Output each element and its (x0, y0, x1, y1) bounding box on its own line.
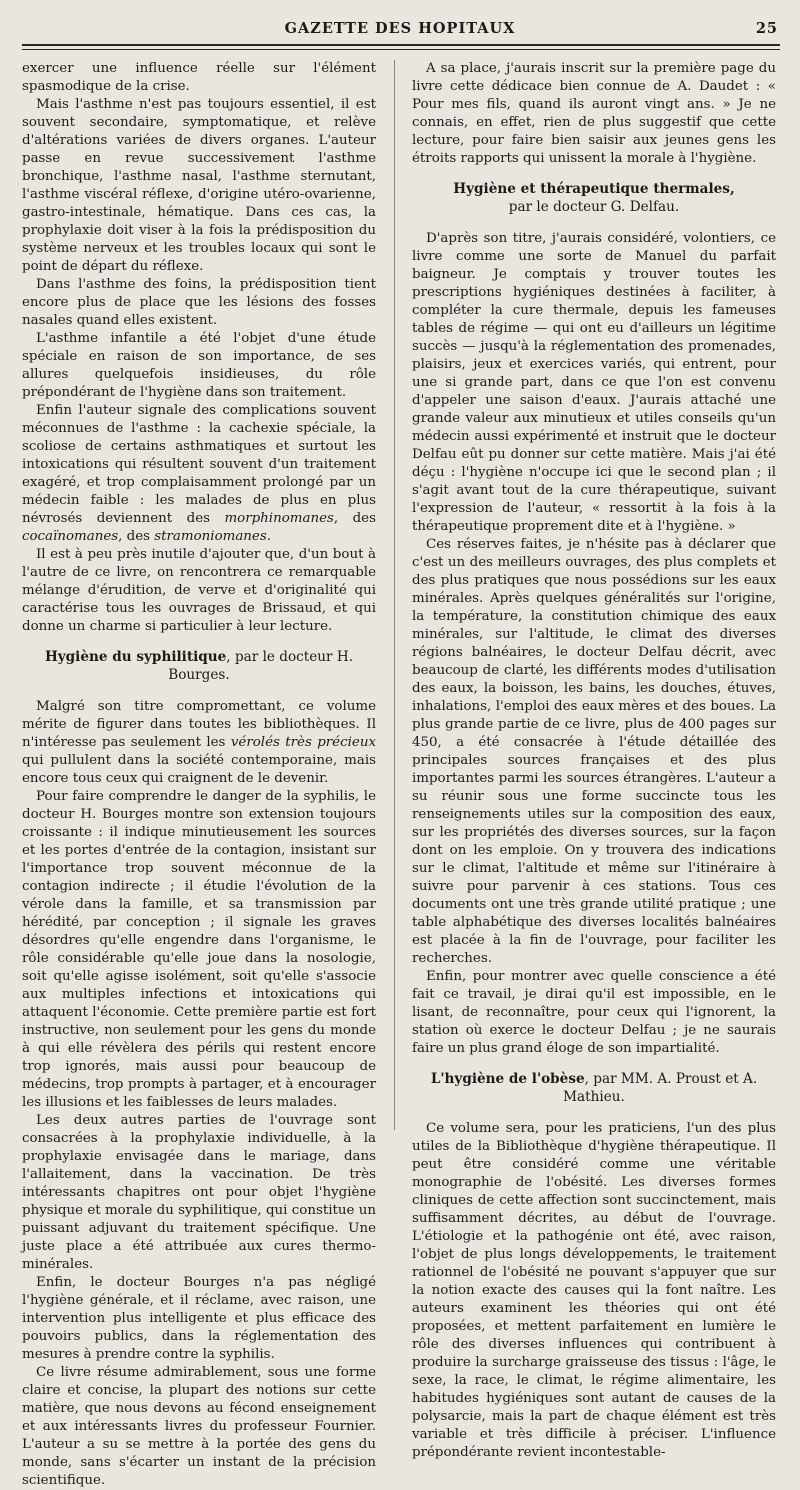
page-number: 25 (755, 20, 778, 37)
paragraph: Les deux autres parties de l'ouvrage sont consacrées à la prophylaxie individuelle, à la prophylaxie envisagée dans le mariage, dans l'allaitement, dans la vaccination. De très intéressants chapitres ont pour objet l'hygiène physique et morale du syphilitique, qui constitue un puissant adjuvant du traitement spécifique. Une juste place a été attribuée aux cures thermo-minérales. (22, 1113, 376, 1272)
review-byline: , par le docteur H. Bourges. (168, 649, 354, 683)
review-heading-thermales (412, 180, 776, 216)
right-column (412, 60, 776, 1460)
review-heading-syphilitique (22, 648, 376, 684)
review-heading-obese (412, 1070, 776, 1106)
italic-term: vérolés très précieux (230, 735, 376, 750)
review-title: Hygiène du syphilitique (44, 649, 227, 665)
italic-term: morphinomanes (224, 511, 334, 526)
paragraph: Il est à peu près inutile d'ajouter que, d'un bout à l'autre de ce livre, on rencontrera ce remarquable mélange d'érudition, de verve et d'originalité qui caractérise tous les ouvrages de Brissaud, et qui donne un charme si particulier à leur lecture. (22, 547, 376, 634)
review-byline: , par MM. A. Proust et A. Mathieu. (563, 1071, 758, 1105)
paragraph: Dans l'asthme des foins, la prédisposition tient encore plus de place que les lésions des fosses nasales quand elles existent. (22, 277, 376, 328)
paragraph: Ce livre résume admirablement, sous une forme claire et concise, la plupart des notions sur cette matière, que nous devons au fécond enseignement et aux intéressants livres du professeur Fournier. L'auteur a su se mettre à la portée des gens du monde, sans s'écarter un instant de la précision scientifique. (22, 1365, 376, 1488)
text-run: , des (333, 511, 376, 526)
review-title: L'hygiène de l'obèse (430, 1071, 585, 1087)
header-rule-thick (22, 44, 780, 46)
paragraph: A sa place, j'aurais inscrit sur la première page du livre cette dédicace bien connue de A. Daudet : « Pour mes fils, quand ils auront vingt ans. » Je ne connais, en effet, rien de plus suggestif que cette lecture, pour faire bien saisir aux jeunes gens les étroits rapports qui unissent la morale à l'hygiène. (412, 61, 776, 166)
paragraph: Ce volume sera, pour les praticiens, l'un des plus utiles de la Bibliothèque d'hygiène thérapeutique. Il peut être considéré comme une véritable monographie de l'obésité. Les diverses formes cliniques de cette affection sont succinctement, mais suffisamment décrites, au début de l'ouvrage. L'étiologie et la pathogénie ont été, avec raison, l'objet de plus longs développements, le traitement rationnel de l'obésité ne pouvant s'appuyer que sur la notion exacte des causes qui la font naître. Les auteurs examinent les théories qui ont été proposées, et mettent parfaitement en lumière le rôle des diverses influences qui contribuent à produire la surcharge graisseuse des tissus : l'âge, le sexe, la race, le climat, le régime alimentaire, les habitudes hygiéniques sont autant de causes de la polysarcie, mais la part de chaque élément est très variable et très difficile à préciser. L'influence prépondérante revient incontestable- (412, 1121, 776, 1460)
paragraph (22, 402, 376, 546)
italic-term: cocaïnomanes (22, 529, 119, 544)
italic-term: stramoniomanes (154, 529, 267, 544)
paragraph: Enfin, pour montrer avec quelle conscience a été fait ce travail, je dirai qu'il est impossible, en le lisant, de reconnaître, pour ceux qui l'ignorent, la station où exerce le docteur Delfau ; je ne saurais faire un plus grand éloge de son impartialité. (412, 969, 776, 1056)
paragraph (22, 698, 376, 788)
text-run: Enfin l'auteur signale des complications souvent méconnues de l'asthme : la cachexie spéciale, la scoliose de certains asthmatiques et surtout les intoxications qui résultent souvent d'un traitement exagéré, et trop complaisamment prolongé par un médecin faible : les malades de plus en plus névrosés deviennent des (22, 403, 376, 526)
paragraph: Ces réserves faites, je n'hésite pas à déclarer que c'est un des meilleurs ouvrages, des plus complets et des plus pratiques que nous possédions sur les eaux minérales. Après quelques généralités sur l'origine, la température, la constitution chimique des eaux minérales, sur l'altitude, le climat des diverses régions balnéaires, le docteur Delfau décrit, avec beaucoup de clarté, les différents modes d'utilisation des eaux, la boisson, les bains, les douches, étuves, inhalations, l'emploi des eaux mères et des boues. La plus grande partie de ce livre, plus de 400 pages sur 450, a été consacrée à l'étude détaillée des principales sources françaises et des plus importantes parmi les sources étrangères. L'auteur a su réunir sous une forme succincte tous les renseignements utiles sur la composition des eaux, sur les propriétés des diverses sources, sur la façon dont on les emploie. On y trouvera des indications sur le climat, l'altitude et même sur l'itinéraire à suivre pour parvenir à ces stations. Tous ces documents ont une très grande utilité pratique ; une table alphabétique des diverses localités balnéaires est placée à la fin de l'ouvrage, pour faciliter les recherches. (412, 537, 776, 966)
header-rule-thin (22, 49, 780, 50)
paragraph: D'après son titre, j'aurais considéré, volontiers, ce livre comme une sorte de Manuel du parfait baigneur. Je comptais y trouver toutes les prescriptions hygiéniques destinées à faciliter, à compléter la cure thermale, depuis les fameuses tables de régime — qui ont eu d'ailleurs un légitime succès — jusqu'à la réglementation des promenades, plaisirs, jeux et exercices variés, qui entrent, pour une si grande part, dans ce que l'on est convenu d'appeler une saison d'eaux. J'aurais attaché une grande valeur aux minutieux et utiles conseils qu'un médecin aussi expérimenté et instruit que le docteur Delfau eût pu donner sur cette matière. Mais j'ai été déçu : l'hygiène n'occupe ici que le second plan ; il s'agit avant tout de la cure thérapeutique, suivant l'expression de l'auteur, « ressortit à la fois à la thérapeutique proprement dite et à l'hygiène. » (412, 231, 776, 534)
review-byline: par le docteur G. Delfau. (508, 199, 680, 215)
text-run: qui pullulent dans la société contemporaine, mais encore tous ceux qui craignent de le devenir. (22, 753, 376, 786)
left-column (22, 60, 376, 1488)
running-head (0, 20, 800, 42)
text-run: Malgré son titre compromettant, ce volume mérite de figurer dans toutes les bibliothèques. Il n'intéresse pas seulement les (22, 699, 376, 750)
review-title: Hygiène et thérapeutique thermales, (453, 181, 735, 197)
text-run: . (266, 529, 271, 544)
paragraph: Pour faire comprendre le danger de la syphilis, le docteur H. Bourges montre son extension toujours croissante : il indique minutieusement les sources et les portes d'entrée de la contagion, insistant sur l'importance trop souvent méconnue de la contagion indirecte ; il étudie l'évolution de la vérole dans la famille, et sa transmission par hérédité, par conception ; il signale les graves désordres qu'elle engendre dans l'organisme, le rôle considérable qu'elle joue dans la nosologie, soit qu'elle agisse isolément, soit qu'elle s'associe aux multiples infections et intoxications qui attaquent l'économie. Cette première partie est fort instructive, non seulement pour les gens du monde à qui elle révèlera des périls qui restent encore trop ignorés, mais aussi pour beaucoup de médecins, trop prompts à partager, et à encourager les illusions et les faiblesses de leurs malades. (22, 789, 376, 1110)
paragraph: L'asthme infantile a été l'objet d'une étude spéciale en raison de son importance, de ses allures quelquefois insidieuses, du rôle prépondérant de l'hygiène dans son traitement. (22, 331, 376, 400)
text-run: , des (118, 529, 155, 544)
publication-title: GAZETTE DES HOPITAUX (284, 20, 516, 37)
paragraph: Mais l'asthme n'est pas toujours essentiel, il est souvent secondaire, symptomatique, et relève d'altérations variées de divers organes. L'auteur passe en revue successivement l'asthme bronchique, l'asthme nasal, l'asthme sternutant, l'asthme viscéral réflexe, d'origine utéro-ovarienne, gastro-intestinale, hématique. Dans ces cas, la prophylaxie doit viser à la fois la prédisposition du système nerveux et les troubles locaux qui sont le point de départ du réflexe. (22, 97, 376, 274)
paragraph: Enfin, le docteur Bourges n'a pas négligé l'hygiène générale, et il réclame, avec raison, une intervention plus intelligente et plus efficace des pouvoirs publics, dans la réglementation des mesures à prendre contre la syphilis. (22, 1275, 376, 1362)
column-divider (394, 60, 395, 1130)
paragraph: exercer une influence réelle sur l'élément spasmodique de la crise. (22, 61, 376, 94)
